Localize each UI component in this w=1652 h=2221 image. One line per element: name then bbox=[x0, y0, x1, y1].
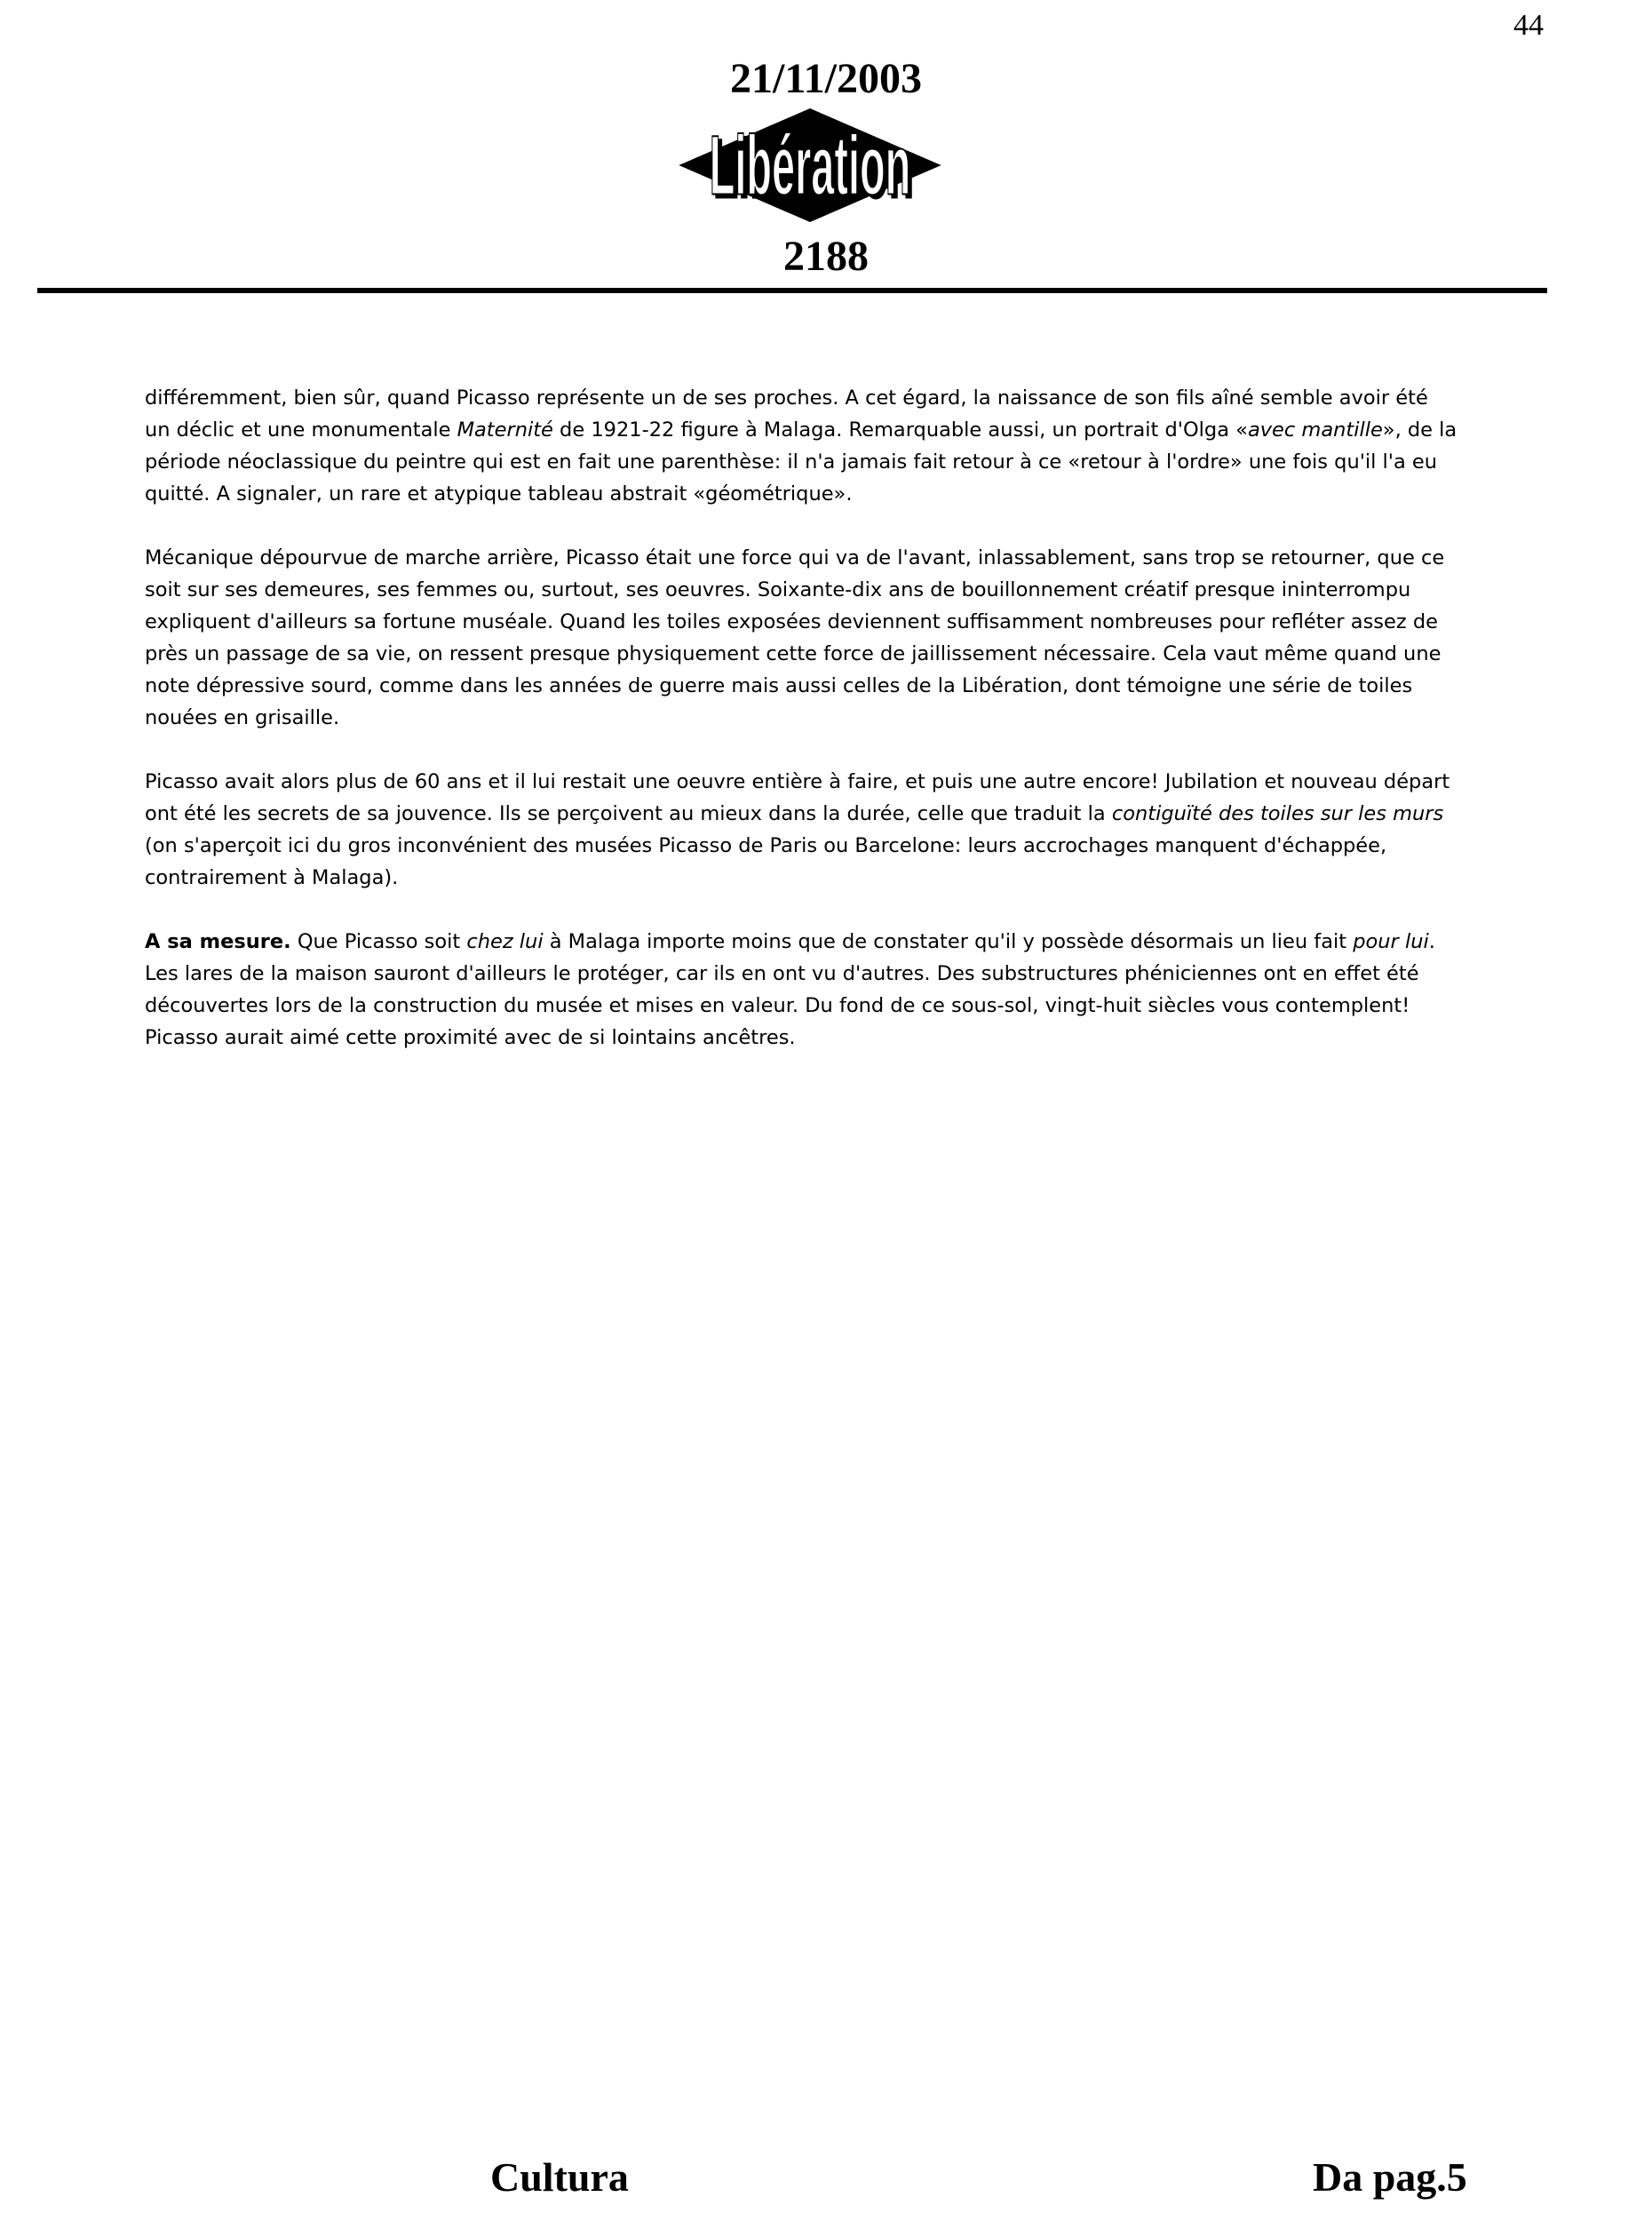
header-divider bbox=[37, 288, 1547, 293]
paragraph-text: Picasso avait alors plus de 60 ans et il lui restait une oeuvre entière à faire, et puis une autre encore! Jubilation et nouveau départ ont été les secrets de sa jouvence. Ils se perçoivent au mieux dans la durée, celle que traduit la bbox=[145, 770, 1450, 825]
emphasis-text: avec mantille bbox=[1247, 418, 1383, 442]
liberation-logo bbox=[677, 108, 943, 222]
logo-wordmark: Libération bbox=[709, 118, 911, 213]
paragraph-text: à Malaga importe moins que de constater qu'il y possède désormais un lieu fait bbox=[543, 930, 1354, 953]
page-number: 44 bbox=[1513, 9, 1544, 42]
paragraph-text: Que Picasso soit bbox=[290, 930, 467, 953]
paragraph-text: de 1921-22 figure à Malaga. Remarquable aussi, un portrait d'Olga « bbox=[552, 418, 1248, 442]
paragraph-text: (on s'aperçoit ici du gros inconvénient des musées Picasso de Paris ou Barcelone: leurs accrochages manquent d'échappée, contrairement à Malaga). bbox=[145, 834, 1387, 889]
emphasis-text: contiguïté des toiles sur les murs bbox=[1111, 802, 1444, 825]
article-paragraph bbox=[145, 766, 1459, 894]
article-body bbox=[145, 382, 1459, 1086]
article-paragraph bbox=[145, 926, 1459, 1054]
source-page-label: Da pag.5 bbox=[1313, 2154, 1467, 2200]
paragraph-text: . Les lares de la maison sauront d'ailleurs le protéger, car ils en ont vu d'autres. Des substructures phéniciennes ont en effet été découvertes lors de la construction du musée et mises en valeur. Du fond de ce sous-sol, vingt-huit siècles vous contemplent! Picasso aurait aimé cette proximité avec de si lointains ancêtres. bbox=[145, 930, 1435, 1049]
emphasis-text: pour lui bbox=[1353, 930, 1429, 953]
article-paragraph bbox=[145, 382, 1459, 510]
subheading-text: A sa mesure. bbox=[145, 930, 291, 953]
article-paragraph bbox=[145, 542, 1459, 734]
publication-date: 21/11/2003 bbox=[729, 55, 923, 102]
paragraph-text: Mécanique dépourvue de marche arrière, Picasso était une force qui va de l'avant, inlassablement, sans trop se retourner, que ce soit sur ses demeures, ses femmes ou, surtout, ses oeuvres. Soixante-dix ans de bouillonnement créatif presque ininterrompu expliquent d'ailleurs sa fortune muséale. Quand les toiles exposées deviennent suffisamment nombreuses pour refléter assez de près un passage de sa vie, on ressent presque physiquement cette force de jaillissement nécessaire. Cela vaut même quand une note dépressive sourd, comme dans les années de guerre mais aussi celles de la Libération, dont témoigne une série de toiles nouées en grisaille. bbox=[145, 546, 1445, 729]
paragraph-text: », de la période néoclassique du peintre qui est en fait une parenthèse: il n'a jamais fait retour à ce «retour à l'ordre» une fois qu'il l'a eu quitté. A signaler, un rare et atypique tableau abstrait «géométrique». bbox=[145, 418, 1457, 505]
paragraph-text: différemment, bien sûr, quand Picasso représente un de ses proches. A cet égard, la naissance de son fils aîné semble avoir été un déclic et une monumentale bbox=[145, 386, 1428, 442]
emphasis-text: chez lui bbox=[466, 930, 544, 953]
issue-number: 2188 bbox=[783, 233, 869, 280]
emphasis-text: Maternité bbox=[457, 418, 553, 442]
section-label: Cultura bbox=[490, 2154, 629, 2200]
